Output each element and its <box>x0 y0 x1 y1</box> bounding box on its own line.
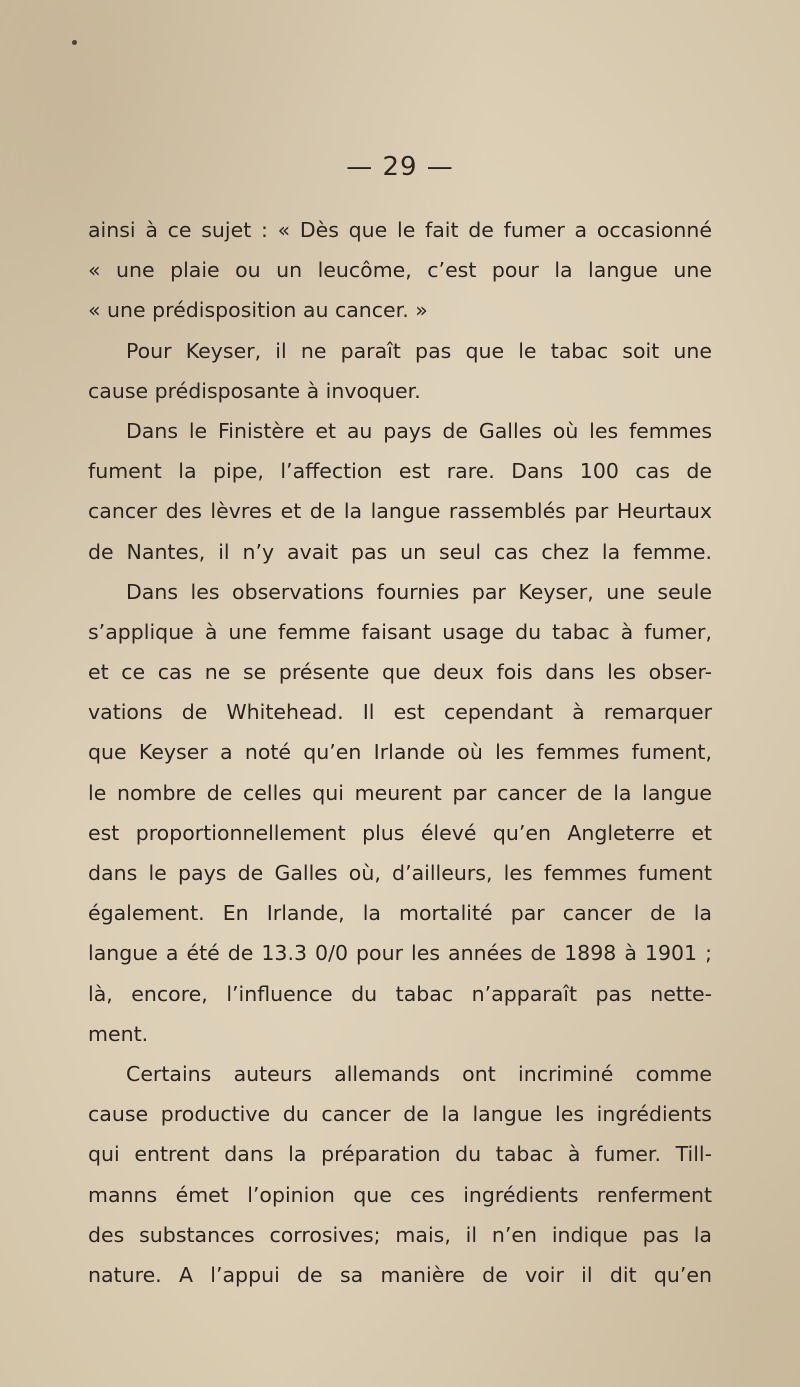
page-number: — 29 — <box>346 152 454 182</box>
text-line: de Nantes, il n’y avait pas un seul cas chez la femme. <box>88 539 712 564</box>
text-line: là, encore, l’influence du tabac n’apparaît pas nette- <box>88 981 712 1006</box>
text-line: vations de Whitehead. Il est cependant à remarquer <box>88 700 712 725</box>
text-line: des substances corrosives; mais, il n’en indique pas la <box>88 1222 712 1247</box>
text-line: Dans le Finistère et au pays de Galles où les femmes <box>126 418 712 443</box>
text-line: dans le pays de Galles où, d’ailleurs, les femmes fument <box>88 861 712 885</box>
text-line: qui entrent dans la préparation du tabac à fumer. Till- <box>88 1142 712 1167</box>
text-line: cause prédisposante à invoquer. <box>88 378 421 403</box>
text-line: « une plaie ou un leucôme, c’est pour la langue une <box>88 258 712 283</box>
paper-speck <box>72 40 77 45</box>
text-line: cancer des lèvres et de la langue rassemblés par Heurtaux <box>88 499 712 524</box>
text-line: nature. A l’appui de sa manière de voir il dit qu’en <box>88 1262 712 1287</box>
text-line: et ce cas ne se présente que deux fois dans les obser- <box>88 660 712 685</box>
text-line: ment. <box>88 1021 149 1046</box>
text-line: « une prédisposition au cancer. » <box>88 298 428 323</box>
text-line: Pour Keyser, il ne paraît pas que le tabac soit une <box>126 338 712 363</box>
text-line: Certains auteurs allemands ont incriminé comme <box>126 1061 712 1086</box>
text-line: le nombre de celles qui meurent par cancer de la langue <box>88 780 712 805</box>
text-line: s’applique à une femme faisant usage du tabac à fumer, <box>88 619 712 644</box>
text-line: est proportionnellement plus élevé qu’en Angleterre et <box>88 820 712 845</box>
text-line: également. En Irlande, la mortalité par cancer de la <box>88 901 712 926</box>
text-line: fument la pipe, l’affection est rare. Dans 100 cas de <box>88 459 712 484</box>
text-line: que Keyser a noté qu’en Irlande où les femmes fument, <box>88 740 712 765</box>
text-line: cause productive du cancer de la langue les ingrédients <box>88 1102 712 1127</box>
text-line: ainsi à ce sujet : « Dès que le fait de fumer a occasionné <box>88 218 712 242</box>
body-text <box>88 210 712 1295</box>
text-line: manns émet l’opinion que ces ingrédients renferment <box>88 1182 712 1207</box>
text-line: langue a été de 13.3 0/0 pour les années de 1898 à 1901 ; <box>88 941 712 966</box>
text-line: Dans les observations fournies par Keyser, une seule <box>126 579 712 604</box>
